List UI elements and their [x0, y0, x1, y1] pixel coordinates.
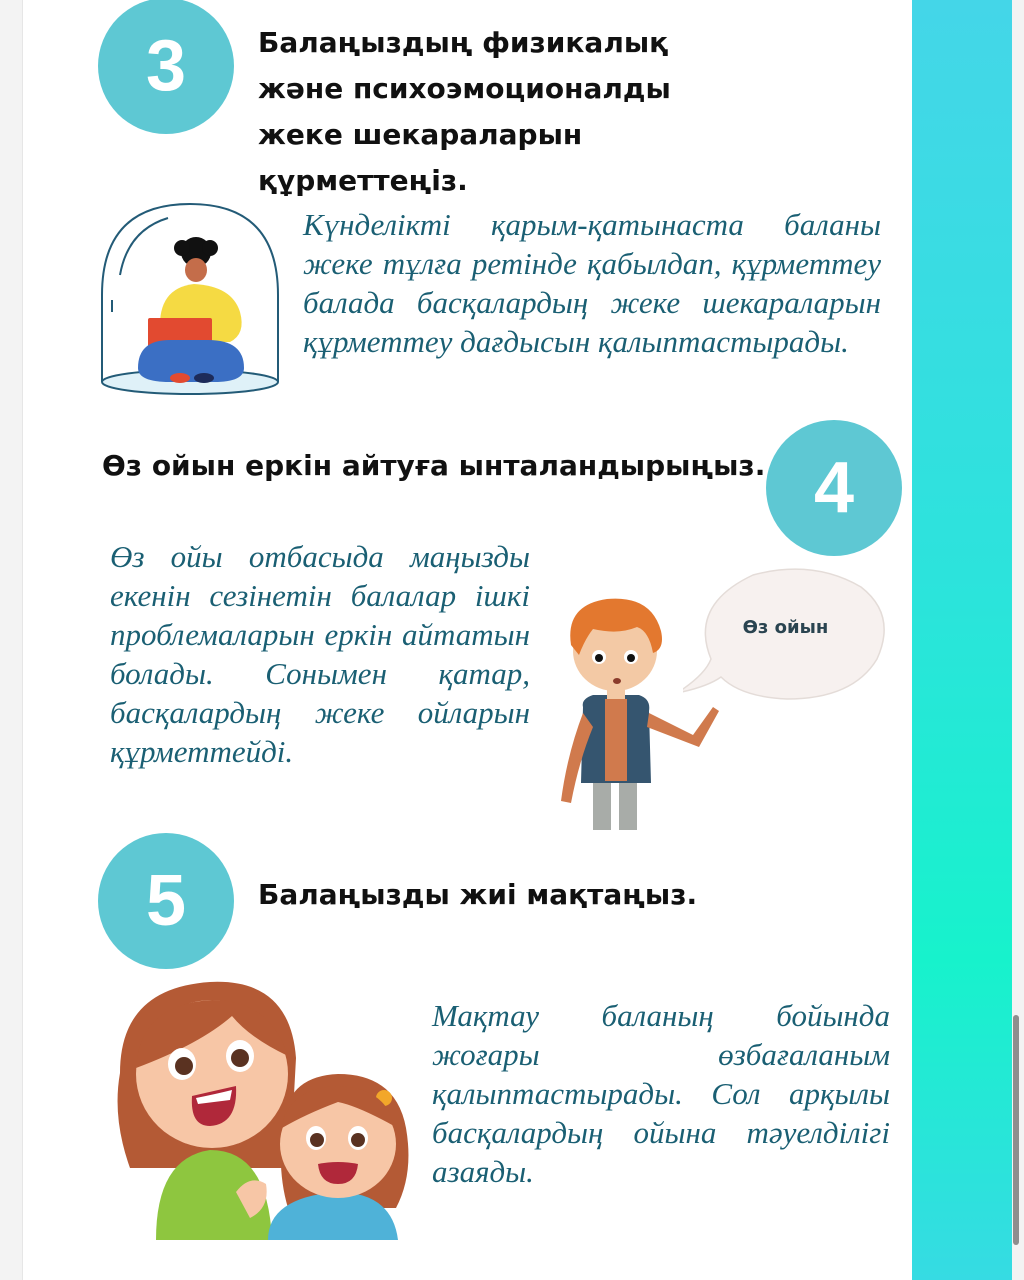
step-4-badge: [766, 420, 902, 556]
girl-with-laptop-under-dome-illustration: [98, 200, 283, 395]
section-3-text: Күнделікті қарым-қатынаста баланы жеке тұлға ретінде қабылдап, құрметтеу балада басқалардың жеке шекараларын құрметтеу дағдысын қалыптастырады.: [303, 207, 881, 359]
section-4-heading: Өз ойын еркін айтуға ынталандырыңыз.: [102, 449, 766, 482]
step-5-badge: [98, 833, 234, 969]
step-5-number: 5: [145, 861, 187, 941]
left-page-edge: [0, 0, 23, 1280]
section-5-heading: Балаңызды жиі мақтаңыз.: [258, 878, 698, 911]
section-4-text: Өз ойы отбасыда маңызды екенін сезінетін балалар ішкі проблемаларын еркін айтатын болады. Сонымен қатар, басқалардың жеке ойларын құрметтейді.: [110, 539, 530, 769]
decorative-teal-band: [912, 0, 1012, 1280]
speech-bubble: [683, 565, 888, 710]
scrollbar-thumb[interactable]: [1013, 1015, 1019, 1245]
section-5-text: Мақтау баланың бойында жоғары өзбағаланым қалыптастырады. Сол арқылы басқалардың ойына тәуелділігі азаяды.: [432, 998, 890, 1189]
step-4-number: 4: [813, 448, 855, 528]
step-3-badge: [98, 0, 234, 134]
step-3-number: 3: [145, 26, 187, 106]
mother-and-daughter-illustration: [100, 978, 420, 1240]
section-3-heading: Балаңыздың физикалық және психоэмоционалды жеке шекараларын құрметтеңіз.: [258, 26, 671, 197]
speech-bubble-text: Өз ойын: [742, 617, 829, 638]
